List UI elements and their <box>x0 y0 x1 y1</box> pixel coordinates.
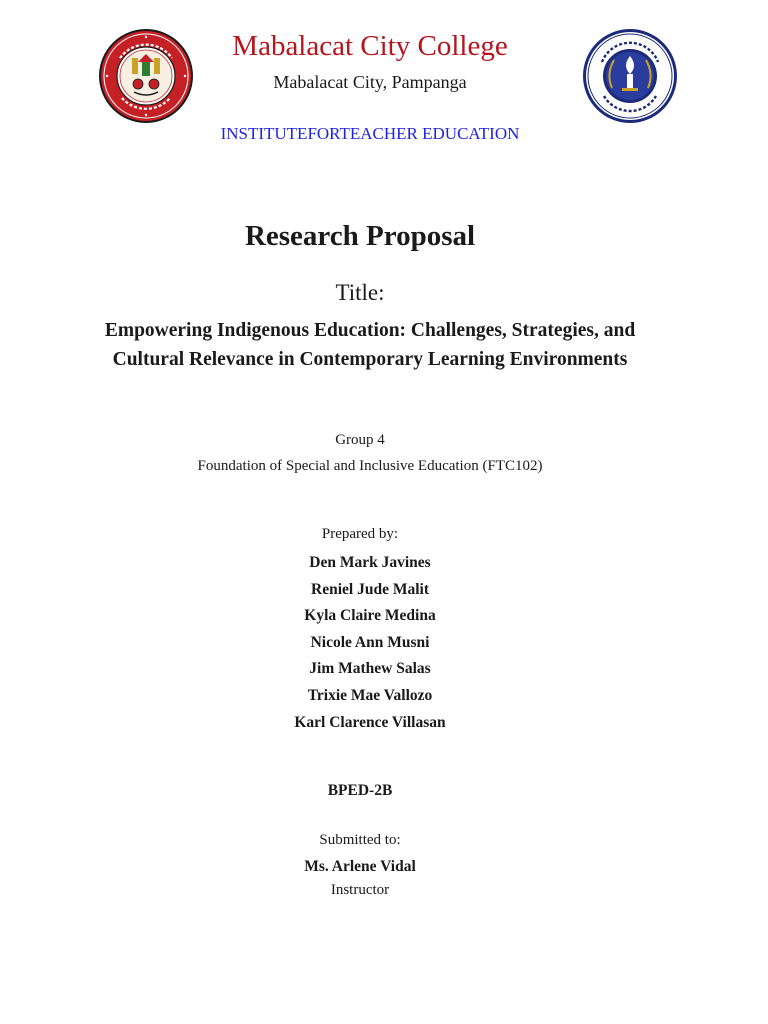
institute-name: INSTITUTEFORTEACHER EDUCATION <box>220 124 520 143</box>
document-type-heading: Research Proposal <box>244 220 476 252</box>
college-location: Mabalacat City, Pampanga <box>273 72 467 92</box>
course-name: Foundation of Special and Inclusive Education (FTC102) <box>197 458 543 474</box>
author-name: Trixie Mae Vallozo <box>307 686 433 704</box>
instructor-name: Ms. Arlene Vidal <box>304 858 416 875</box>
prepared-by-label: Prepared by: <box>321 526 399 542</box>
author-name: Jim Mathew Salas <box>309 660 431 677</box>
author-name: Karl Clarence Villasan <box>294 714 446 731</box>
author-list <box>270 550 470 733</box>
author-name: Den Mark Javines <box>309 554 431 571</box>
author-name: Kyla Claire Medina <box>304 607 436 624</box>
submitted-to-label: Submitted to: <box>319 832 401 848</box>
college-seal-icon <box>98 28 194 124</box>
section-code: BPED-2B <box>327 782 393 799</box>
group-label: Group 4 <box>335 432 385 448</box>
author-name: Reniel Jude Malit <box>311 580 429 598</box>
author-name: Nicole Ann Musni <box>310 633 430 651</box>
institute-seal-icon <box>582 28 678 124</box>
title-label: Title: <box>335 280 385 305</box>
instructor-role: Instructor <box>330 882 390 898</box>
college-name: Mabalacat City College <box>232 30 508 62</box>
research-title: Empowering Indigenous Education: Challenges, Strategies, and Cultural Relevance in Contemporary Learning Environments <box>104 320 636 370</box>
